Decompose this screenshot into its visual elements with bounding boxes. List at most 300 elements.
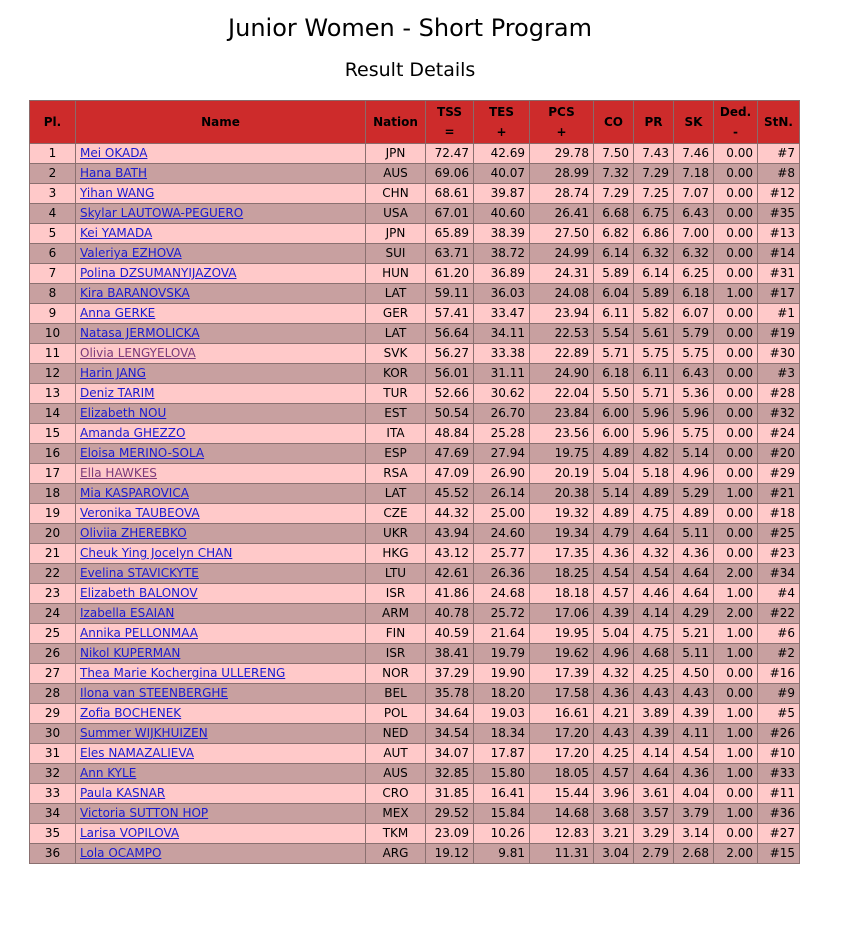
cell-pcs: 17.39	[530, 664, 594, 684]
cell-stn: #15	[758, 844, 800, 864]
cell-sk: 4.04	[674, 784, 714, 804]
cell-tes: 25.28	[474, 424, 530, 444]
cell-nation: LAT	[366, 324, 426, 344]
table-header-row	[30, 101, 800, 144]
skater-name-link[interactable]: Mei OKADA	[80, 146, 148, 160]
column-header-label: Nation	[373, 115, 418, 129]
cell-name	[76, 824, 366, 844]
table-row	[30, 164, 800, 184]
column-header-pr	[634, 101, 674, 144]
cell-pr: 4.89	[634, 484, 674, 504]
cell-pcs: 29.78	[530, 144, 594, 164]
column-header-label: TSS	[437, 105, 462, 119]
cell-stn: #8	[758, 164, 800, 184]
cell-pr: 4.14	[634, 604, 674, 624]
skater-name-link[interactable]: Olivia LENGYELOVA	[80, 346, 196, 360]
skater-name-link[interactable]: Eloisa MERINO-SOLA	[80, 446, 205, 460]
cell-sk: 5.29	[674, 484, 714, 504]
column-header-label: CO	[603, 115, 623, 129]
cell-tss: 67.01	[426, 204, 474, 224]
cell-tss: 34.64	[426, 704, 474, 724]
table-row	[30, 284, 800, 304]
cell-name	[76, 224, 366, 244]
skater-name-link[interactable]: Victoria SUTTON HOP	[80, 806, 209, 820]
cell-pr: 4.64	[634, 524, 674, 544]
cell-tes: 38.72	[474, 244, 530, 264]
cell-stn: #2	[758, 644, 800, 664]
cell-ded: 0.00	[714, 524, 758, 544]
cell-name	[76, 464, 366, 484]
column-header-pcs	[530, 101, 594, 144]
cell-pr: 7.43	[634, 144, 674, 164]
cell-pr: 4.43	[634, 684, 674, 704]
skater-name-link[interactable]: Summer WIJKHUIZEN	[80, 726, 208, 740]
cell-tes: 15.80	[474, 764, 530, 784]
cell-co: 6.04	[594, 284, 634, 304]
cell-name	[76, 364, 366, 384]
cell-name	[76, 744, 366, 764]
cell-tes: 24.60	[474, 524, 530, 544]
cell-pl: 7	[30, 264, 76, 284]
cell-nation: BEL	[366, 684, 426, 704]
cell-tes: 31.11	[474, 364, 530, 384]
cell-ded: 0.00	[714, 504, 758, 524]
cell-tes: 26.90	[474, 464, 530, 484]
cell-ded: 0.00	[714, 344, 758, 364]
skater-name-link[interactable]: Oliviia ZHEREBKO	[80, 526, 187, 540]
cell-sk: 5.75	[674, 344, 714, 364]
skater-name-link[interactable]: Elizabeth BALONOV	[80, 586, 198, 600]
cell-pcs: 17.58	[530, 684, 594, 704]
cell-stn: #34	[758, 564, 800, 584]
cell-tes: 34.11	[474, 324, 530, 344]
cell-pl: 31	[30, 744, 76, 764]
column-header-nation	[366, 101, 426, 144]
cell-pcs: 19.32	[530, 504, 594, 524]
cell-pl: 19	[30, 504, 76, 524]
cell-stn: #27	[758, 824, 800, 844]
cell-pl: 11	[30, 344, 76, 364]
skater-name-link[interactable]: Amanda GHEZZO	[80, 426, 186, 440]
column-header-label: Name	[201, 115, 240, 129]
cell-pcs: 22.53	[530, 324, 594, 344]
cell-nation: POL	[366, 704, 426, 724]
skater-name-link[interactable]: Kei YAMADA	[80, 226, 153, 240]
cell-pl: 10	[30, 324, 76, 344]
cell-tss: 45.52	[426, 484, 474, 504]
table-row	[30, 184, 800, 204]
cell-sk: 4.36	[674, 764, 714, 784]
cell-pr: 6.75	[634, 204, 674, 224]
cell-co: 4.96	[594, 644, 634, 664]
cell-co: 4.43	[594, 724, 634, 744]
cell-ded: 0.00	[714, 424, 758, 444]
cell-stn: #33	[758, 764, 800, 784]
cell-sk: 5.36	[674, 384, 714, 404]
cell-stn: #23	[758, 544, 800, 564]
cell-pl: 17	[30, 464, 76, 484]
cell-sk: 4.64	[674, 584, 714, 604]
cell-tes: 42.69	[474, 144, 530, 164]
cell-pl: 21	[30, 544, 76, 564]
skater-name-link[interactable]: Izabella ESAIAN	[80, 606, 175, 620]
cell-nation: ISR	[366, 584, 426, 604]
cell-tes: 40.07	[474, 164, 530, 184]
cell-sk: 4.43	[674, 684, 714, 704]
skater-name-link[interactable]: Paula KASNAR	[80, 786, 166, 800]
cell-tss: 35.78	[426, 684, 474, 704]
column-header-label: StN.	[764, 115, 793, 129]
skater-name-link[interactable]: Kira BARANOVSKA	[80, 286, 190, 300]
column-header-name	[76, 101, 366, 144]
cell-sk: 4.11	[674, 724, 714, 744]
table-row	[30, 504, 800, 524]
skater-name-link[interactable]: Cheuk Ying Jocelyn CHAN	[80, 546, 233, 560]
cell-ded: 0.00	[714, 164, 758, 184]
cell-pcs: 22.04	[530, 384, 594, 404]
cell-pl: 15	[30, 424, 76, 444]
cell-co: 4.36	[594, 684, 634, 704]
cell-pr: 3.89	[634, 704, 674, 724]
cell-pcs: 11.31	[530, 844, 594, 864]
cell-pr: 4.32	[634, 544, 674, 564]
cell-pcs: 17.20	[530, 724, 594, 744]
cell-pr: 6.86	[634, 224, 674, 244]
cell-sk: 7.46	[674, 144, 714, 164]
cell-name	[76, 504, 366, 524]
cell-stn: #29	[758, 464, 800, 484]
cell-tss: 31.85	[426, 784, 474, 804]
cell-sk: 4.36	[674, 544, 714, 564]
skater-name-link[interactable]: Ann KYLE	[80, 766, 137, 780]
cell-pl: 18	[30, 484, 76, 504]
cell-pl: 9	[30, 304, 76, 324]
cell-ded: 1.00	[714, 804, 758, 824]
cell-ded: 0.00	[714, 664, 758, 684]
cell-tes: 40.60	[474, 204, 530, 224]
cell-pr: 4.68	[634, 644, 674, 664]
cell-pcs: 19.95	[530, 624, 594, 644]
cell-sk: 5.79	[674, 324, 714, 344]
cell-name	[76, 344, 366, 364]
cell-tes: 19.03	[474, 704, 530, 724]
cell-stn: #18	[758, 504, 800, 524]
cell-tss: 42.61	[426, 564, 474, 584]
cell-co: 6.11	[594, 304, 634, 324]
cell-nation: MEX	[366, 804, 426, 824]
cell-pl: 12	[30, 364, 76, 384]
cell-stn: #16	[758, 664, 800, 684]
cell-pcs: 18.18	[530, 584, 594, 604]
cell-nation: HUN	[366, 264, 426, 284]
cell-tes: 38.39	[474, 224, 530, 244]
cell-sk: 2.68	[674, 844, 714, 864]
cell-tes: 33.38	[474, 344, 530, 364]
cell-nation: LAT	[366, 284, 426, 304]
cell-sk: 5.21	[674, 624, 714, 644]
cell-co: 4.25	[594, 744, 634, 764]
cell-ded: 1.00	[714, 724, 758, 744]
cell-pl: 22	[30, 564, 76, 584]
skater-name-link[interactable]: Larisa VOPILOVA	[80, 826, 180, 840]
cell-tss: 40.59	[426, 624, 474, 644]
cell-tes: 19.90	[474, 664, 530, 684]
cell-pl: 25	[30, 624, 76, 644]
cell-ded: 0.00	[714, 404, 758, 424]
cell-pr: 5.96	[634, 424, 674, 444]
cell-tes: 10.26	[474, 824, 530, 844]
cell-pl: 26	[30, 644, 76, 664]
column-header-operator: +	[556, 125, 567, 139]
cell-pl: 1	[30, 144, 76, 164]
skater-name-link[interactable]: Ella HAWKES	[80, 466, 157, 480]
cell-tes: 25.77	[474, 544, 530, 564]
cell-sk: 4.64	[674, 564, 714, 584]
cell-name	[76, 644, 366, 664]
cell-pcs: 15.44	[530, 784, 594, 804]
cell-pl: 34	[30, 804, 76, 824]
page-subtitle: Result Details	[344, 59, 476, 81]
cell-pcs: 24.90	[530, 364, 594, 384]
cell-nation: SVK	[366, 344, 426, 364]
cell-tss: 61.20	[426, 264, 474, 284]
cell-co: 4.21	[594, 704, 634, 724]
skater-name-link[interactable]: Ilona van STEENBERGHE	[80, 686, 229, 700]
table-row	[30, 664, 800, 684]
cell-stn: #9	[758, 684, 800, 704]
cell-tes: 25.72	[474, 604, 530, 624]
column-header-label: Ded.	[719, 105, 752, 119]
cell-pr: 7.25	[634, 184, 674, 204]
cell-tss: 34.54	[426, 724, 474, 744]
cell-nation: USA	[366, 204, 426, 224]
cell-name	[76, 444, 366, 464]
cell-ded: 0.00	[714, 264, 758, 284]
cell-tss: 56.27	[426, 344, 474, 364]
cell-co: 4.36	[594, 544, 634, 564]
cell-nation: AUS	[366, 164, 426, 184]
cell-nation: JPN	[366, 144, 426, 164]
cell-pr: 4.54	[634, 564, 674, 584]
cell-stn: #14	[758, 244, 800, 264]
cell-nation: NED	[366, 724, 426, 744]
cell-tes: 21.64	[474, 624, 530, 644]
cell-tss: 34.07	[426, 744, 474, 764]
cell-ded: 1.00	[714, 624, 758, 644]
cell-nation: SUI	[366, 244, 426, 264]
cell-stn: #30	[758, 344, 800, 364]
cell-nation: CRO	[366, 784, 426, 804]
cell-name	[76, 604, 366, 624]
cell-tss: 43.94	[426, 524, 474, 544]
cell-co: 5.54	[594, 324, 634, 344]
cell-ded: 0.00	[714, 304, 758, 324]
skater-name-link[interactable]: Skylar LAUTOWA-PEGUERO	[80, 206, 244, 220]
cell-name	[76, 764, 366, 784]
cell-pr: 5.82	[634, 304, 674, 324]
cell-nation: JPN	[366, 224, 426, 244]
cell-tss: 37.29	[426, 664, 474, 684]
cell-sk: 4.50	[674, 664, 714, 684]
cell-ded: 0.00	[714, 144, 758, 164]
skater-name-link[interactable]: Lola OCAMPO	[80, 846, 162, 860]
table-row	[30, 684, 800, 704]
table-row	[30, 564, 800, 584]
cell-pr: 3.61	[634, 784, 674, 804]
cell-tss: 38.41	[426, 644, 474, 664]
cell-ded: 0.00	[714, 184, 758, 204]
cell-sk: 4.54	[674, 744, 714, 764]
skater-name-link[interactable]: Deniz TARIM	[80, 386, 155, 400]
table-row	[30, 404, 800, 424]
cell-pl: 29	[30, 704, 76, 724]
cell-sk: 4.96	[674, 464, 714, 484]
cell-pcs: 26.41	[530, 204, 594, 224]
cell-ded: 0.00	[714, 204, 758, 224]
skater-name-link[interactable]: Nikol KUPERMAN	[80, 646, 181, 660]
skater-name-link[interactable]: Harin JANG	[80, 366, 146, 380]
cell-nation: NOR	[366, 664, 426, 684]
cell-tes: 19.79	[474, 644, 530, 664]
skater-name-link[interactable]: Yihan WANG	[80, 186, 155, 200]
cell-tes: 9.81	[474, 844, 530, 864]
cell-co: 6.00	[594, 404, 634, 424]
cell-nation: FIN	[366, 624, 426, 644]
cell-name	[76, 324, 366, 344]
cell-name	[76, 624, 366, 644]
cell-ded: 0.00	[714, 684, 758, 704]
cell-pr: 5.89	[634, 284, 674, 304]
skater-name-link[interactable]: Veronika TAUBEOVA	[80, 506, 200, 520]
skater-name-link[interactable]: Eles NAMAZALIEVA	[80, 746, 194, 760]
cell-co: 4.32	[594, 664, 634, 684]
cell-nation: ITA	[366, 424, 426, 444]
table-row	[30, 764, 800, 784]
cell-tes: 17.87	[474, 744, 530, 764]
cell-name	[76, 384, 366, 404]
cell-pcs: 18.05	[530, 764, 594, 784]
cell-stn: #21	[758, 484, 800, 504]
cell-pr: 3.29	[634, 824, 674, 844]
results-table	[29, 100, 800, 864]
table-row	[30, 644, 800, 664]
cell-pl: 30	[30, 724, 76, 744]
cell-co: 5.14	[594, 484, 634, 504]
cell-pr: 6.14	[634, 264, 674, 284]
cell-co: 5.71	[594, 344, 634, 364]
cell-co: 6.82	[594, 224, 634, 244]
cell-pr: 5.96	[634, 404, 674, 424]
skater-name-link[interactable]: Natasa JERMOLICKA	[80, 326, 200, 340]
skater-name-link[interactable]: Hana BATH	[80, 166, 148, 180]
cell-tes: 24.68	[474, 584, 530, 604]
cell-tss: 69.06	[426, 164, 474, 184]
skater-name-link[interactable]: Annika PELLONMAA	[80, 626, 198, 640]
cell-ded: 2.00	[714, 564, 758, 584]
cell-co: 3.68	[594, 804, 634, 824]
column-header-tss	[426, 101, 474, 144]
skater-name-link[interactable]: Anna GERKE	[80, 306, 156, 320]
table-row	[30, 624, 800, 644]
skater-name-link[interactable]: Polina DZSUMANYIJAZOVA	[80, 266, 237, 280]
skater-name-link[interactable]: Evelina STAVICKYTE	[80, 566, 199, 580]
cell-pl: 32	[30, 764, 76, 784]
table-row	[30, 364, 800, 384]
cell-pl: 36	[30, 844, 76, 864]
cell-tes: 25.00	[474, 504, 530, 524]
column-header-label: Pl.	[43, 115, 62, 129]
cell-stn: #7	[758, 144, 800, 164]
cell-nation: ARM	[366, 604, 426, 624]
cell-tes: 26.70	[474, 404, 530, 424]
cell-pcs: 24.08	[530, 284, 594, 304]
cell-co: 5.89	[594, 264, 634, 284]
cell-pcs: 19.75	[530, 444, 594, 464]
cell-ded: 0.00	[714, 384, 758, 404]
cell-nation: ARG	[366, 844, 426, 864]
cell-name	[76, 784, 366, 804]
skater-name-link[interactable]: Elizabeth NOU	[80, 406, 167, 420]
cell-sk: 7.18	[674, 164, 714, 184]
cell-stn: #11	[758, 784, 800, 804]
cell-ded: 0.00	[714, 824, 758, 844]
skater-name-link[interactable]: Zofia BOCHENEK	[80, 706, 182, 720]
cell-name	[76, 804, 366, 824]
cell-pr: 4.25	[634, 664, 674, 684]
table-row	[30, 264, 800, 284]
table-row	[30, 824, 800, 844]
cell-nation: UKR	[366, 524, 426, 544]
cell-stn: #35	[758, 204, 800, 224]
cell-stn: #5	[758, 704, 800, 724]
cell-pl: 20	[30, 524, 76, 544]
cell-tss: 40.78	[426, 604, 474, 624]
cell-tss: 72.47	[426, 144, 474, 164]
cell-pcs: 17.20	[530, 744, 594, 764]
table-row	[30, 444, 800, 464]
cell-pr: 4.75	[634, 624, 674, 644]
cell-name	[76, 164, 366, 184]
cell-stn: #6	[758, 624, 800, 644]
skater-name-link[interactable]: Valeriya EZHOVA	[80, 246, 182, 260]
skater-name-link[interactable]: Thea Marie Kochergina ULLERENG	[80, 666, 286, 680]
skater-name-link[interactable]: Mia KASPAROVICA	[80, 486, 189, 500]
cell-co: 4.89	[594, 504, 634, 524]
cell-ded: 0.00	[714, 464, 758, 484]
cell-co: 5.04	[594, 464, 634, 484]
cell-tes: 15.84	[474, 804, 530, 824]
table-row	[30, 544, 800, 564]
cell-nation: CZE	[366, 504, 426, 524]
cell-nation: CHN	[366, 184, 426, 204]
cell-stn: #24	[758, 424, 800, 444]
cell-pcs: 16.61	[530, 704, 594, 724]
cell-name	[76, 484, 366, 504]
cell-tss: 56.01	[426, 364, 474, 384]
cell-stn: #20	[758, 444, 800, 464]
cell-pcs: 14.68	[530, 804, 594, 824]
cell-tss: 63.71	[426, 244, 474, 264]
cell-stn: #32	[758, 404, 800, 424]
cell-tss: 47.09	[426, 464, 474, 484]
table-row	[30, 344, 800, 364]
cell-name	[76, 684, 366, 704]
cell-co: 4.79	[594, 524, 634, 544]
cell-sk: 3.79	[674, 804, 714, 824]
cell-stn: #3	[758, 364, 800, 384]
cell-ded: 1.00	[714, 584, 758, 604]
cell-co: 7.50	[594, 144, 634, 164]
